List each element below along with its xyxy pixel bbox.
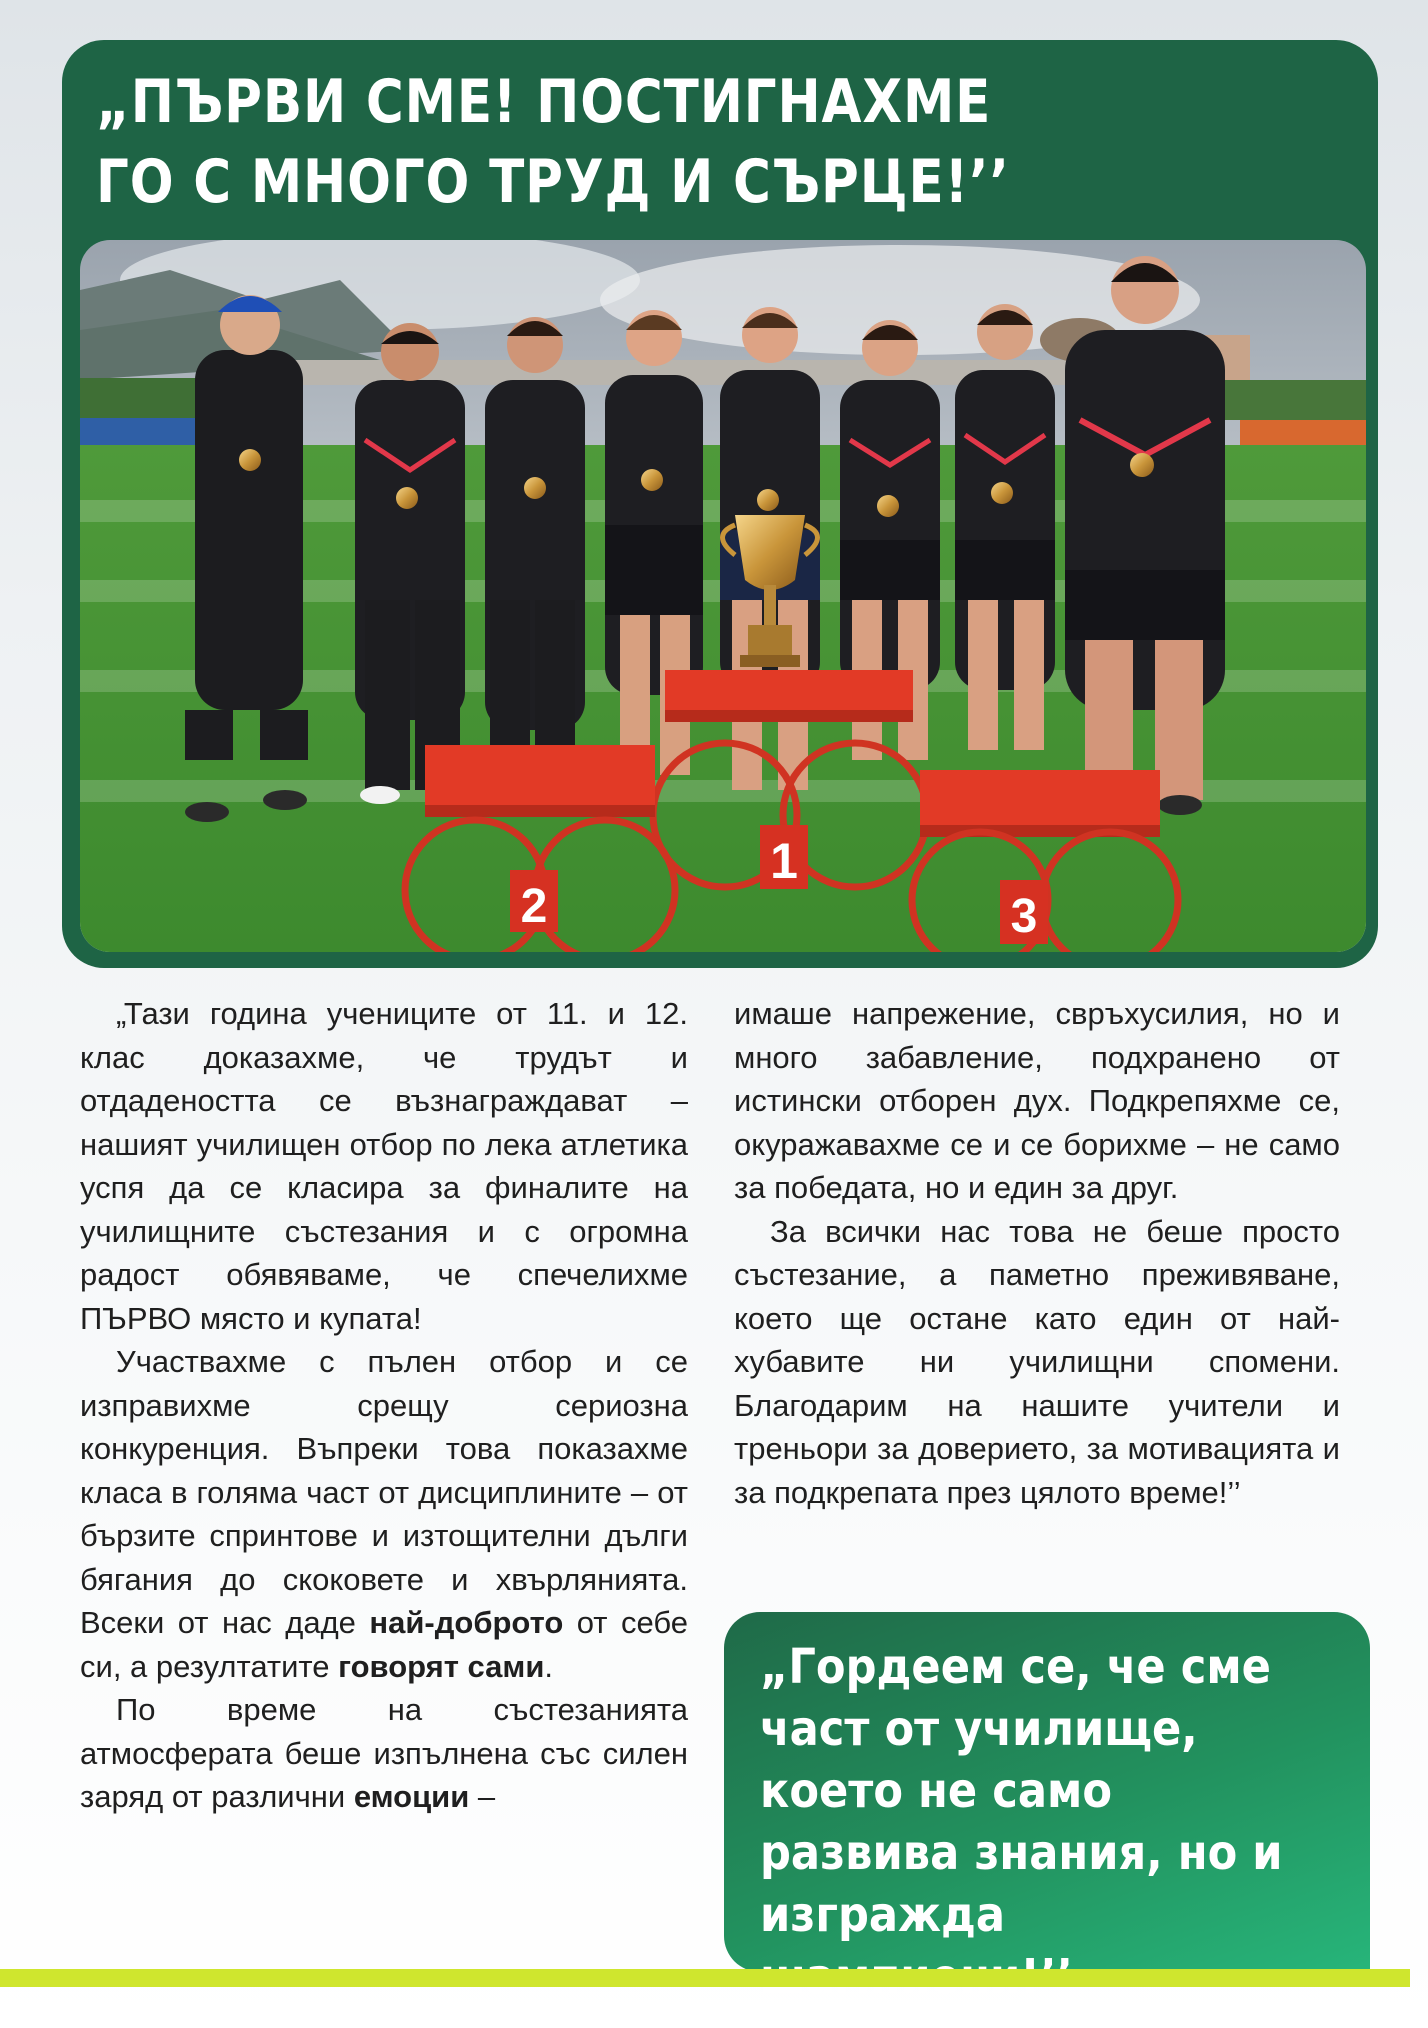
article-paragraph-3-continued: имаше напрежение, свръхусилия, но и много забавление, подхранено от истински отборен дух. Подкрепяхме се, окуражавахме се и се борихме – не само за победата, но и един за друг. — [734, 996, 1340, 1205]
article-paragraph-2 — [80, 1340, 688, 1688]
article-emphasis-emotions: емоции — [353, 1779, 470, 1814]
article-paragraph-4: За всички нас това не беше просто състезание, а паметно преживяване, което ще остане като един от най-хубавите ни училищни спомени. Благодарим на нашите учители и треньори за доверието, за мотивацията и за подкрепата през цялото време!’’ — [734, 1213, 1340, 1510]
article-paragraph-2-start: Участвахме с пълен отбор и се изправихме срещу сериозна конкуренция. Въпреки това показахме класа в голяма част от дисциплините – от бързите спринтове и изтощителни дълги бягания до скоковете и хвърлянията. Всеки от нас даде — [80, 1344, 688, 1640]
pull-quote-line-1: „Гордеем се, че сме — [760, 1639, 1271, 1695]
article-paragraph-2-middle: от себе си, а резултатите — [80, 1605, 688, 1684]
pull-quote-line-3: което не само — [760, 1763, 1112, 1819]
accent-bar — [0, 1969, 1410, 1987]
article-paragraph-1: „Тази година учениците от 11. и 12. клас доказахме, че трудът и отдадеността се възнаграждават – нашият училищен отбор по лека атлетика успя да се класира за финалите на училищните състезания и с огромна радост обявяваме, че спечелихме ПЪРВО място и купата! — [80, 996, 688, 1336]
pull-quote-line-2: част от училище, — [760, 1701, 1198, 1757]
article-paragraph-3-end: – — [469, 1779, 496, 1814]
podium-third-number: 3 — [1010, 890, 1038, 943]
article-paragraph-3-start: По време на състезанията атмосферата беше изпълнена със силен заряд от различни — [80, 1692, 688, 1814]
athlete-2 — [355, 323, 465, 804]
headline — [96, 62, 1128, 222]
podium-first-number: 1 — [770, 833, 798, 889]
pull-quote — [760, 1636, 1318, 2008]
athlete-3 — [485, 317, 585, 800]
podium-second-number: 2 — [520, 880, 548, 933]
article-column-left — [80, 992, 688, 1819]
team-photo-illustration — [80, 240, 1366, 952]
article-paragraph-2-end: . — [544, 1648, 554, 1684]
pull-quote-line-4: развива знания, но и — [760, 1825, 1283, 1881]
headline-line-2: ГО С МНОГО ТРУД И СЪРЦЕ!’’ — [96, 147, 1010, 217]
article-paragraph-3 — [80, 1688, 688, 1819]
pull-quote-line-5: изгражда — [760, 1887, 1006, 1943]
headline-line-1: „ПЪРВИ СМЕ! ПОСТИГНАХМЕ — [96, 67, 992, 137]
team-photo — [80, 240, 1366, 952]
article-emphasis-results: говорят сами — [338, 1648, 545, 1684]
article-column-right — [734, 992, 1340, 1514]
article-emphasis-best: най-доброто — [369, 1605, 564, 1640]
